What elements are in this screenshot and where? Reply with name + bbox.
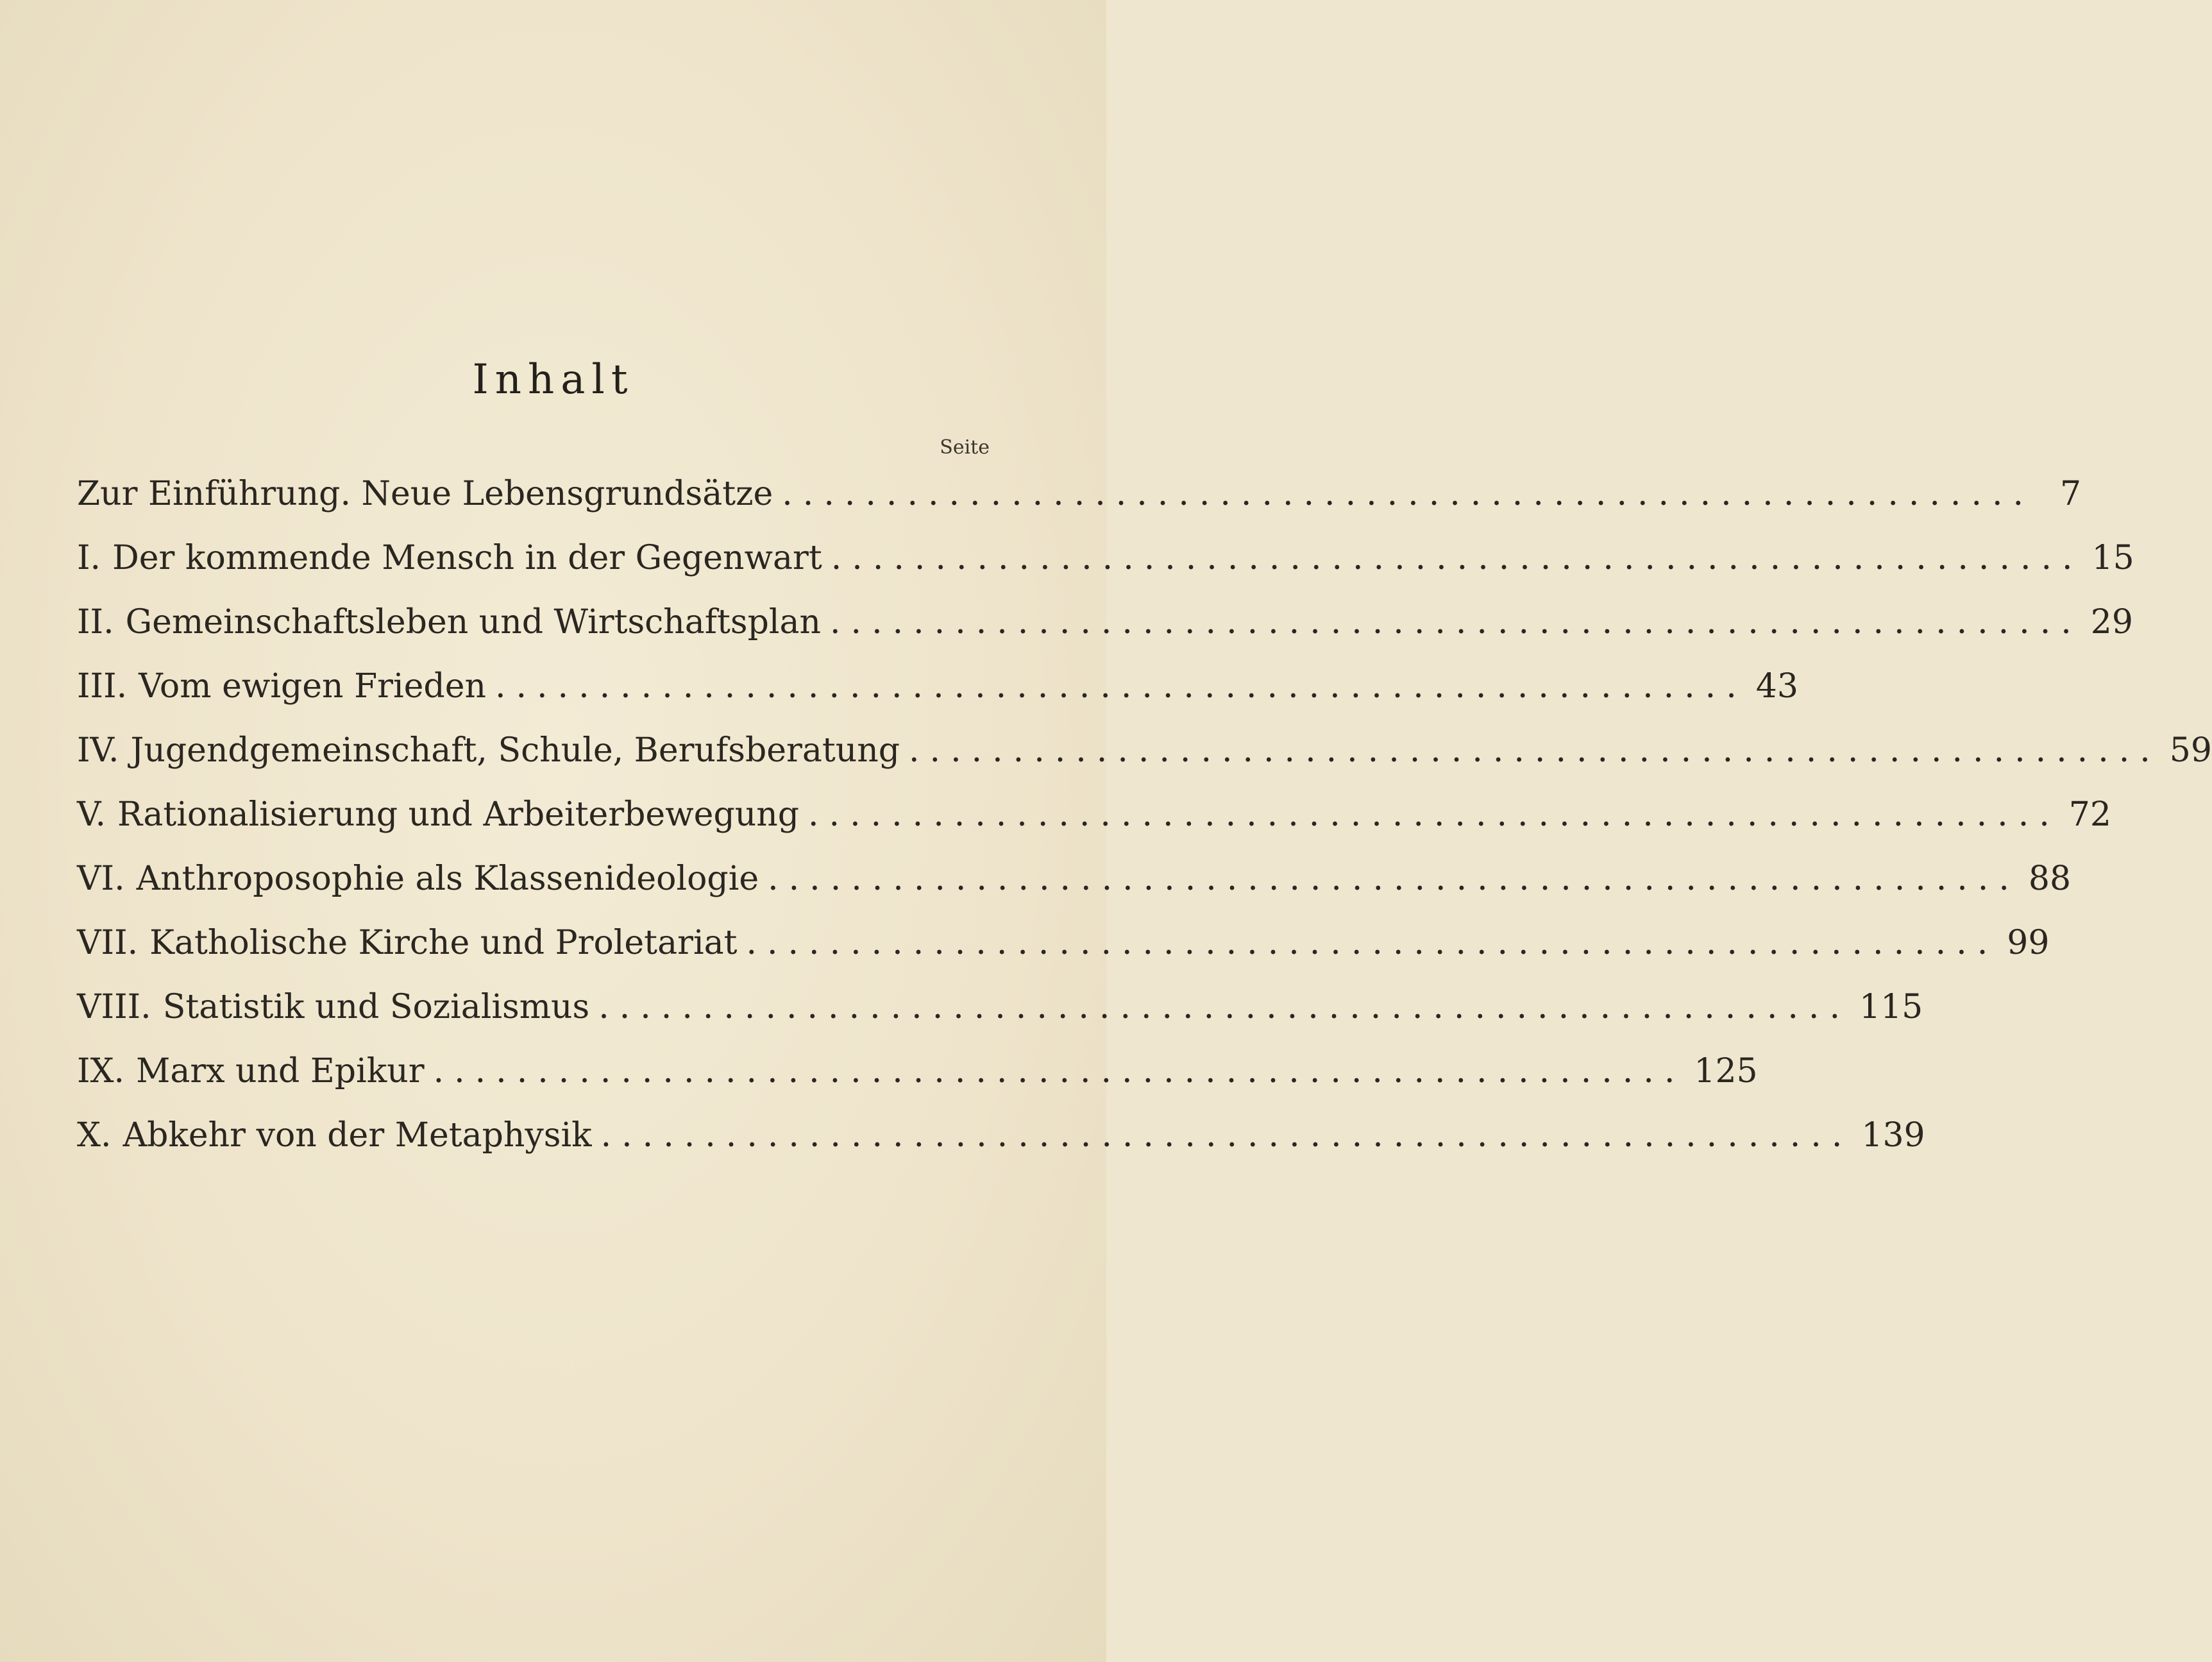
- chapter-number: III.: [77, 667, 128, 706]
- page-number: 125: [1694, 1052, 1758, 1090]
- chapter-number: V.: [77, 795, 106, 834]
- page-number: 115: [1859, 988, 1923, 1026]
- chapter-number: I.: [77, 539, 101, 577]
- page-number: 88: [2028, 860, 2072, 898]
- toc-entry: [77, 783, 2111, 847]
- chapter-title: Rationalisierung und Arbeiterbewegung: [117, 795, 800, 834]
- table-of-contents: [77, 462, 2212, 1167]
- chapter-title: Der kommende Mensch in der Gegenwart: [112, 539, 822, 577]
- dot-leader: ............................................................: [600, 1116, 1853, 1155]
- dot-leader: ............................................................: [831, 539, 2083, 577]
- page-number: 7: [2059, 475, 2082, 513]
- chapter-number: VIII.: [77, 988, 151, 1026]
- chapter-title: Anthroposophie als Klassenideologie: [136, 860, 759, 898]
- dot-leader: ............................................................: [808, 795, 2060, 834]
- chapter-title: Gemeinschaftsleben und Wirtschaftsplan: [125, 603, 822, 641]
- chapter-number: VII.: [77, 924, 139, 962]
- page-number: 43: [1755, 667, 1798, 706]
- toc-entry: [77, 847, 2072, 911]
- dot-leader: ............................................................: [598, 988, 1850, 1026]
- chapter-number: X.: [77, 1116, 112, 1155]
- toc-entry: [77, 718, 2212, 783]
- page-number: 29: [2090, 603, 2133, 641]
- chapter-title: Statistik und Sozialismus: [162, 988, 590, 1026]
- page-number: 139: [1861, 1116, 1925, 1155]
- toc-entry: [77, 911, 2050, 975]
- chapter-title: Abkehr von der Metaphysik: [122, 1116, 592, 1155]
- dot-leader: ............................................................: [746, 924, 1998, 962]
- toc-entry: [77, 654, 1798, 718]
- page-column-label: Seite: [940, 436, 990, 459]
- chapter-number: IX.: [77, 1052, 125, 1090]
- page-number: 59: [2169, 731, 2212, 770]
- chapter-title: Jugendgemeinschaft, Schule, Berufsberatung: [130, 731, 900, 770]
- page-number: 15: [2091, 539, 2134, 577]
- page-number: 99: [2007, 924, 2050, 962]
- toc-entry: [77, 462, 2082, 526]
- dot-leader: ............................................................: [433, 1052, 1685, 1090]
- chapter-title: Zur Einführung. Neue Lebensgrundsätze: [77, 475, 773, 513]
- dot-leader: ............................................................: [830, 603, 2082, 641]
- toc-entry: [77, 1039, 1758, 1103]
- toc-entry: [77, 975, 1923, 1039]
- chapter-title: Katholische Kirche und Proletariat: [149, 924, 738, 962]
- chapter-title: Vom ewigen Frieden: [139, 667, 486, 706]
- toc-entry: [77, 526, 2134, 590]
- dot-leader: ............................................................: [782, 475, 2034, 513]
- chapter-number: VI.: [77, 860, 125, 898]
- dot-leader: ............................................................: [909, 731, 2161, 770]
- toc-entry: [77, 590, 2133, 654]
- chapter-number: II.: [77, 603, 114, 641]
- chapter-number: IV.: [77, 731, 119, 770]
- page-title: Inhalt: [472, 356, 634, 403]
- chapter-title: Marx und Epikur: [136, 1052, 425, 1090]
- dot-leader: ............................................................: [494, 667, 1747, 706]
- dot-leader: ............................................................: [768, 860, 2020, 898]
- toc-entry: [77, 1103, 1925, 1167]
- page-number: 72: [2068, 795, 2111, 834]
